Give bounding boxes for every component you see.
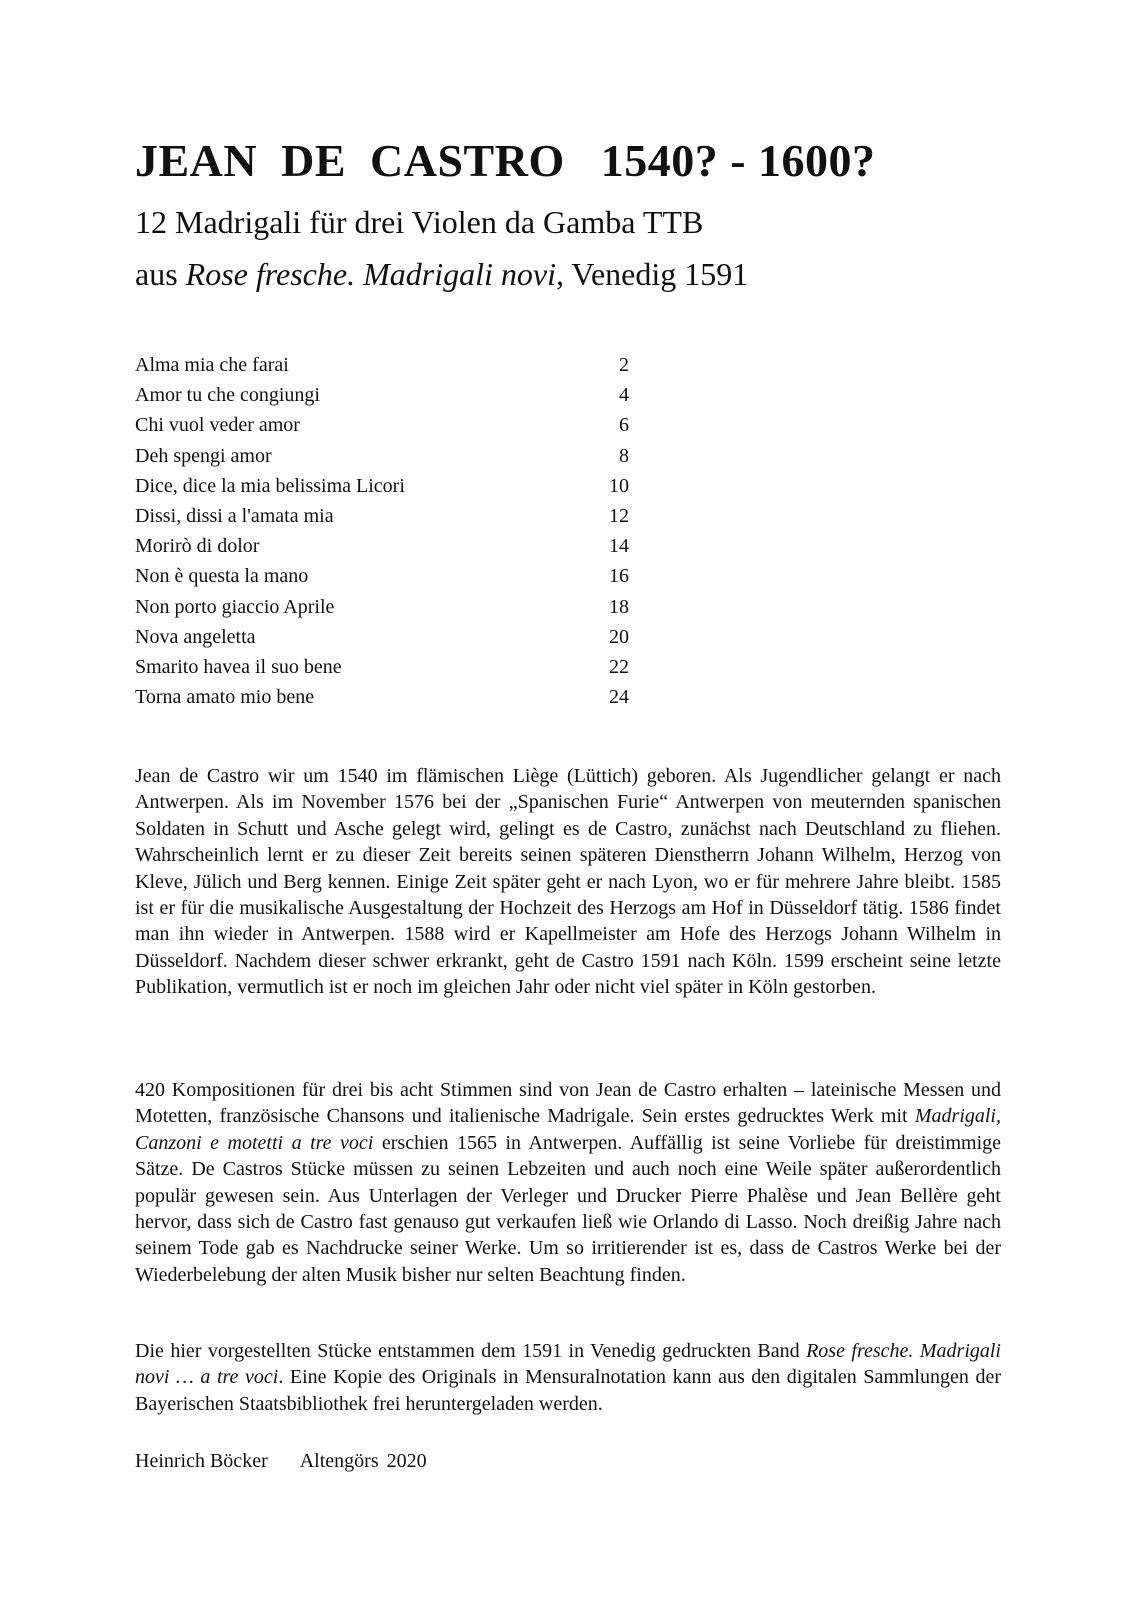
toc-item-title: Amor tu che congiungi <box>135 384 320 407</box>
source-paragraph <box>135 1338 1001 1417</box>
toc-item-title: Non è questa la mano <box>135 565 309 588</box>
toc-item-title: Nova angeletta <box>135 625 256 648</box>
toc-item-title: Smarito havea il suo bene <box>135 655 342 678</box>
toc-item <box>135 622 629 652</box>
signature-line <box>135 1448 427 1474</box>
toc-item <box>135 592 629 622</box>
subtitle-line-1: 12 Madrigali für drei Violen da Gamba TTB <box>135 204 704 240</box>
toc-item-page: 16 <box>609 565 629 588</box>
subtitle-prefix: aus <box>135 256 186 292</box>
toc-item-page: 18 <box>609 595 629 618</box>
toc-item-page: 8 <box>619 444 629 467</box>
works-paragraph <box>135 1077 1001 1288</box>
toc-item-page: 4 <box>619 384 629 407</box>
signature-year: 2020 <box>386 1450 427 1472</box>
toc-item-title: Alma mia che farai <box>135 354 289 376</box>
toc-item <box>135 471 629 501</box>
toc-item-title: Morirò di dolor <box>135 535 260 558</box>
signature-author: Heinrich Böcker <box>135 1450 268 1472</box>
toc-item-page: 6 <box>619 414 629 437</box>
toc-item-title: Torna amato mio bene <box>135 686 315 709</box>
toc-item-title: Chi vuol veder amor <box>135 414 300 437</box>
biography-paragraph: Jean de Castro wir um 1540 im flämischen Liège (Lüttich) geboren. Als Jugendlicher gelangt er nach Antwerpen. Als im November 1576 bei der „Spanischen Furie“ Antwerpen von meuternden spanischen Soldaten in Schutt und Asche gelegt wird, gelingt es de Castro, zunächst nach Deutschland zu fliehen. Wahrscheinlich lernt er zu dieser Zeit bereits seinen späteren Dienstherrn Johann Wilhelm, Herzog von Kleve, Jülich und Berg kennen. Einige Zeit später geht er nach Lyon, wo er für mehrere Jahre bleibt. 1585 ist er für die musikalische Ausgestaltung der Hochzeit des Herzogs am Hof in Düsseldorf tätig. 1586 findet man ihn wieder in Antwerpen. 1588 wird er Kapellmeister am Hofe des Herzogs Johann Wilhelm in Düsseldorf. Nachdem dieser schwer erkrankt, geht de Castro 1591 nach Köln. 1599 erscheint seine letzte Publikation, vermutlich ist er noch im gleichen Jahr oder nicht viel später in Köln gestorben. <box>135 765 1001 999</box>
toc-item <box>135 380 629 410</box>
toc-item-title: Non porto giaccio Aprile <box>135 595 335 618</box>
toc-item-title: Deh spengi amor <box>135 444 272 467</box>
page-title: JEAN DE CASTRO 1540? - 1600? <box>135 135 876 186</box>
toc-item <box>135 350 629 380</box>
works-paragraph-part-1: 420 Kompositionen für drei bis acht Stimmen sind von Jean de Castro erhalten – lateinische Messen und Motetten, französische Chansons und italienische Madrigale. Sein erstes gedrucktes Werk mit <box>135 1079 1001 1128</box>
table-of-contents <box>135 350 629 712</box>
subtitle-suffix: Venedig 1591 <box>563 256 749 292</box>
toc-item-title: Dice, dice la mia belissima Licori <box>135 474 405 497</box>
signature-place: Altengörs <box>299 1450 379 1472</box>
source-paragraph-part-1: Die hier vorgestellten Stücke entstammen dem 1591 in Venedig gedruckten Band <box>135 1340 807 1362</box>
toc-item-page: 24 <box>609 686 629 709</box>
source-paragraph-italic-title: Rose fresche. Madrigali novi … a tre voci <box>135 1340 1001 1389</box>
toc-item <box>135 410 629 440</box>
toc-item-title: Dissi, dissi a l'amata mia <box>135 504 334 527</box>
works-paragraph-italic-title: Madrigali, Canzoni e motetti a tre voci <box>135 1105 1001 1154</box>
toc-item-page: 20 <box>609 625 629 648</box>
toc-item <box>135 652 629 682</box>
toc-item <box>135 441 629 471</box>
toc-item <box>135 531 629 561</box>
toc-item-page: 2 <box>619 354 629 376</box>
toc-item-page: 22 <box>609 655 629 678</box>
toc-item <box>135 561 629 591</box>
works-paragraph-part-2: erschien 1565 in Antwerpen. Auffällig ist seine Vorliebe für dreistimmige Sätze. De Castros Stücke müssen zu seinen Lebzeiten und auch noch eine Weile später außerordentlich populär gewesen sein. Aus Unterlagen der Verleger und Drucker Pierre Phalèse und Jean Bellère geht hervor, dass sich de Castro fast genauso gut verkaufen ließ wie Orlando di Lasso. Noch dreißig Jahre nach seinem Tode gab es Nachdrucke seiner Werke. Um so irritierender ist es, dass de Castros Werke bei der Wiederbelebung der alten Musik bisher nur selten Beachtung finden. <box>135 1131 1001 1286</box>
toc-item <box>135 501 629 531</box>
source-paragraph-part-2: . Eine Kopie des Originals in Mensuralnotation kann aus den digitalen Sammlungen der Bayerischen Staatsbibliothek frei heruntergeladen werden. <box>135 1366 1001 1415</box>
toc-item-page: 12 <box>609 504 629 527</box>
subtitle-source-title: Rose fresche. Madrigali novi, <box>185 256 564 292</box>
toc-item-page: 14 <box>609 535 629 558</box>
toc-item-page: 10 <box>609 474 629 497</box>
toc-item <box>135 682 629 712</box>
subtitle-line-2 <box>135 258 748 290</box>
